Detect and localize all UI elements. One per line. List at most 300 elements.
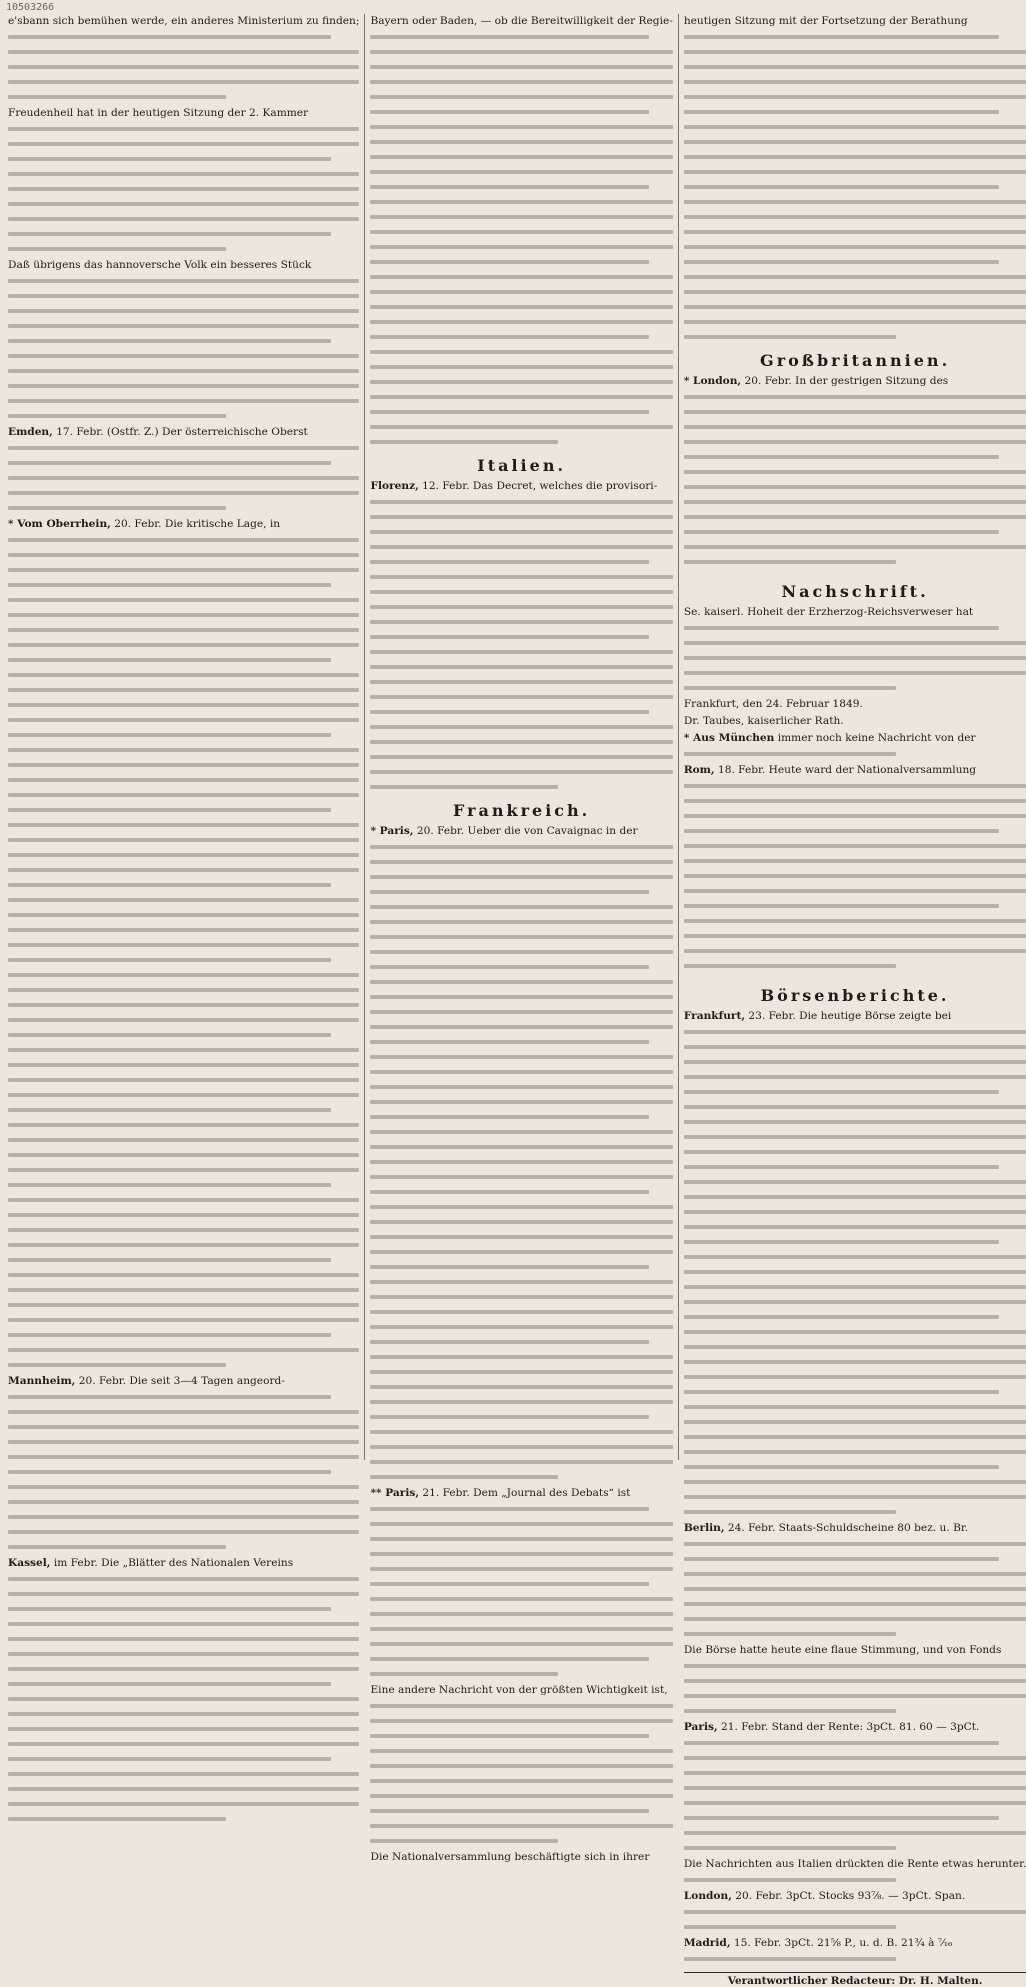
- text-line: [684, 164, 1026, 179]
- text-line: [8, 1102, 359, 1117]
- text-line: [370, 254, 672, 269]
- text-line: [370, 749, 672, 764]
- text-line: [684, 1474, 1026, 1489]
- text-line: [8, 1434, 359, 1449]
- text-line: [370, 839, 672, 854]
- text-line: [370, 434, 672, 449]
- lead-text: 18. Febr. Heute ward der Nationalversammlung: [714, 764, 977, 776]
- text-line: [370, 914, 672, 929]
- text-lines: [684, 778, 1026, 973]
- text-line: [370, 389, 672, 404]
- responsible-editor: Verantwortlicher Redacteur: Dr. H. Malten.: [684, 1972, 1026, 1987]
- lead-text: immer noch keine Nachricht von der: [774, 732, 976, 744]
- text-lines: [684, 746, 1026, 761]
- text-line: [370, 1199, 672, 1214]
- text-line: [370, 1139, 672, 1154]
- text-line: [8, 607, 359, 622]
- text-line: [8, 1571, 359, 1586]
- text-line: [8, 1616, 359, 1631]
- text-line: [684, 479, 1026, 494]
- text-line: [8, 1586, 359, 1601]
- article-paragraph: [684, 763, 1026, 973]
- text-line: [370, 779, 672, 794]
- text-line: [370, 209, 672, 224]
- lead-text: e'sbann sich bemühen werde, ein anderes Ministerium zu finden;: [8, 15, 360, 27]
- text-line: [8, 1646, 359, 1661]
- text-lines: [684, 1024, 1026, 1519]
- text-lines: [8, 1571, 359, 1826]
- text-lines: [684, 1951, 1026, 1966]
- text-line: [684, 224, 1026, 239]
- text-line: [684, 299, 1026, 314]
- paragraph-lead-line: [684, 731, 1026, 746]
- text-line: [370, 854, 672, 869]
- text-line: [684, 1596, 1026, 1611]
- text-line: [8, 1479, 359, 1494]
- dateline: Frankfurt,: [683, 1010, 746, 1022]
- text-lines: [8, 532, 359, 1372]
- text-line: [8, 121, 359, 136]
- text-line: [8, 847, 359, 862]
- lead-text: 21. Febr. Dem „Journal des Debats“ ist: [419, 1487, 631, 1499]
- dateline: London,: [683, 1890, 732, 1902]
- text-line: [8, 1736, 359, 1751]
- column-2: [370, 14, 673, 1863]
- article-paragraph: [684, 714, 1026, 729]
- text-line: [684, 793, 1026, 808]
- text-line: [8, 652, 359, 667]
- text-line: [8, 500, 359, 515]
- text-line: [370, 899, 672, 914]
- text-line: [684, 913, 1026, 928]
- article-paragraph: [684, 1720, 1026, 1855]
- text-line: [8, 682, 359, 697]
- text-line: [8, 211, 359, 226]
- text-line: [8, 1796, 359, 1811]
- text-line: [370, 524, 672, 539]
- text-line: [684, 89, 1026, 104]
- text-line: [8, 1327, 359, 1342]
- text-line: [684, 1189, 1026, 1204]
- text-line: [8, 1766, 359, 1781]
- text-line: [8, 1524, 359, 1539]
- dateline: Florenz,: [370, 480, 419, 492]
- text-line: [370, 164, 672, 179]
- lead-text: 20. Febr. Die kritische Lage, in: [110, 518, 281, 530]
- text-line: [370, 629, 672, 644]
- text-line: [684, 1780, 1026, 1795]
- text-line: [8, 333, 359, 348]
- article-paragraph: [370, 1850, 672, 1865]
- text-line: [684, 1429, 1026, 1444]
- dateline: Kassel,: [8, 1557, 51, 1569]
- text-line: [684, 419, 1026, 434]
- lead-text: Se. kaiserl. Hoheit der Erzherzog-Reichsverweser hat: [683, 606, 974, 618]
- text-line: [370, 239, 672, 254]
- text-line: [370, 284, 672, 299]
- text-line: [8, 1631, 359, 1646]
- lead-text: 20. Febr. 3pCt. Stocks 93⅞. — 3pCt. Span.: [731, 1890, 966, 1902]
- text-line: [370, 1833, 672, 1848]
- text-line: [370, 1666, 672, 1681]
- text-line: [684, 554, 1026, 569]
- text-line: [8, 1601, 359, 1616]
- text-line: [684, 1069, 1026, 1084]
- text-line: [370, 584, 672, 599]
- text-line: [8, 892, 359, 907]
- text-line: [370, 764, 672, 779]
- text-lines: [684, 29, 1026, 344]
- text-line: [370, 1379, 672, 1394]
- text-line: [684, 1294, 1026, 1309]
- text-line: [370, 1728, 672, 1743]
- text-line: [684, 1249, 1026, 1264]
- text-line: [370, 1079, 672, 1094]
- lead-text: im Febr. Die „Blätter des Nationalen Vereins: [50, 1557, 294, 1569]
- text-line: [684, 1840, 1026, 1855]
- text-line: [684, 958, 1026, 973]
- text-line: [8, 136, 359, 151]
- text-line: [8, 1057, 359, 1072]
- text-line: [8, 1297, 359, 1312]
- text-line: [684, 1054, 1026, 1069]
- text-line: [370, 659, 672, 674]
- text-line: [370, 29, 672, 44]
- text-line: [370, 1319, 672, 1334]
- paragraph-lead-line: [684, 697, 1026, 712]
- text-line: [8, 1389, 359, 1404]
- text-line: [370, 329, 672, 344]
- text-line: [8, 1012, 359, 1027]
- paragraph-lead-line: [8, 1556, 359, 1571]
- text-line: [684, 59, 1026, 74]
- text-line: [370, 104, 672, 119]
- text-lines: [8, 273, 359, 423]
- text-line: [684, 1795, 1026, 1810]
- text-line: [684, 1279, 1026, 1294]
- text-line: [370, 1469, 672, 1484]
- text-line: [8, 817, 359, 832]
- text-line: [684, 1264, 1026, 1279]
- article-paragraph: [684, 605, 1026, 695]
- text-line: [684, 179, 1026, 194]
- text-line: [8, 772, 359, 787]
- text-lines: [684, 1904, 1026, 1934]
- text-line: [370, 494, 672, 509]
- text-line: [8, 877, 359, 892]
- text-line: [8, 393, 359, 408]
- lead-text: Die Nationalversammlung beschäftigte sich in ihrer: [370, 1851, 650, 1863]
- text-line: [370, 44, 672, 59]
- lead-text: Die Börse hatte heute eine flaue Stimmung, und von Fonds: [683, 1644, 1002, 1656]
- text-line: [8, 622, 359, 637]
- text-line: [8, 1207, 359, 1222]
- text-line: [8, 288, 359, 303]
- text-line: [684, 778, 1026, 793]
- dateline: * Vom Oberrhein,: [8, 518, 111, 530]
- paragraph-lead-line: [684, 1643, 1026, 1658]
- text-line: [370, 1424, 672, 1439]
- lead-text: Daß übrigens das hannoversche Volk ein besseres Stück: [8, 259, 312, 271]
- text-line: [8, 1509, 359, 1524]
- text-line: [684, 404, 1026, 419]
- lead-text: 21. Febr. Stand der Rente: 3pCt. 81. 60 — 3pCt.: [717, 1721, 980, 1733]
- text-line: [684, 1951, 1026, 1966]
- text-line: [684, 635, 1026, 650]
- lead-text: 17. Febr. (Ostfr. Z.) Der österreichische Oberst: [52, 426, 308, 438]
- text-line: [684, 1204, 1026, 1219]
- dateline: ** Paris,: [370, 1487, 420, 1499]
- text-line: [684, 509, 1026, 524]
- text-line: [684, 1611, 1026, 1626]
- text-line: [370, 1274, 672, 1289]
- text-line: [370, 1094, 672, 1109]
- text-line: [370, 1394, 672, 1409]
- dateline: Emden,: [8, 426, 53, 438]
- lead-text: 20. Febr. Die seit 3—4 Tagen angeord-: [75, 1375, 285, 1387]
- text-line: [684, 665, 1026, 680]
- text-line: [8, 1117, 359, 1132]
- section-heading: Frankreich.: [453, 801, 591, 820]
- text-line: [370, 884, 672, 899]
- article-paragraph: [684, 1521, 1026, 1641]
- text-line: [8, 952, 359, 967]
- text-line: [684, 1384, 1026, 1399]
- text-line: [684, 1688, 1026, 1703]
- lead-text: 24. Febr. Staats-Schuldscheine 80 bez. u. Br.: [724, 1522, 969, 1534]
- text-line: [684, 1414, 1026, 1429]
- lead-text: Eine andere Nachricht von der größten Wichtigkeit ist,: [370, 1684, 668, 1696]
- dateline: * London,: [683, 375, 742, 387]
- text-line: [684, 1339, 1026, 1354]
- text-line: [8, 712, 359, 727]
- paragraph-lead-line: [684, 14, 1026, 29]
- text-line: [370, 1713, 672, 1728]
- text-line: [8, 1781, 359, 1796]
- text-line: [684, 29, 1026, 44]
- text-line: [370, 1636, 672, 1651]
- article-paragraph: [370, 14, 672, 449]
- text-line: [8, 1027, 359, 1042]
- text-line: [370, 959, 672, 974]
- paragraph-lead-line: [370, 14, 672, 29]
- text-lines: [370, 1698, 672, 1848]
- text-line: [8, 1811, 359, 1826]
- text-line: [370, 1034, 672, 1049]
- text-lines: [370, 839, 672, 1484]
- text-line: [684, 314, 1026, 329]
- text-line: [8, 1342, 359, 1357]
- text-line: [684, 823, 1026, 838]
- text-line: [8, 757, 359, 772]
- text-line: [684, 1765, 1026, 1780]
- text-line: [684, 808, 1026, 823]
- text-line: [370, 974, 672, 989]
- paragraph-lead-line: [684, 1936, 1026, 1951]
- article-paragraph: [370, 479, 672, 794]
- text-line: [370, 179, 672, 194]
- text-line: [8, 1464, 359, 1479]
- article-paragraph: [684, 1009, 1026, 1519]
- text-line: [684, 1872, 1026, 1887]
- dateline: Rom,: [683, 764, 715, 776]
- text-line: [370, 1773, 672, 1788]
- text-line: [684, 1099, 1026, 1114]
- paragraph-lead-line: [8, 425, 359, 440]
- text-line: [684, 1084, 1026, 1099]
- text-line: [8, 562, 359, 577]
- text-line: [370, 1651, 672, 1666]
- text-line: [370, 1169, 672, 1184]
- text-line: [370, 1064, 672, 1079]
- text-line: [370, 1229, 672, 1244]
- text-line: [684, 620, 1026, 635]
- text-line: [8, 1237, 359, 1252]
- text-line: [8, 1419, 359, 1434]
- article-paragraph: [684, 697, 1026, 712]
- text-line: [8, 697, 359, 712]
- text-line: [370, 1454, 672, 1469]
- text-lines: [370, 29, 672, 449]
- column-rule: [364, 14, 365, 1460]
- text-line: [370, 1304, 672, 1319]
- paragraph-lead-line: [370, 1683, 672, 1698]
- text-line: [684, 449, 1026, 464]
- text-line: [8, 937, 359, 952]
- lead-text: Die Nachrichten aus Italien drückten die Rente etwas herunter.: [683, 1858, 1026, 1870]
- dateline: Berlin,: [683, 1522, 725, 1534]
- text-line: [370, 614, 672, 629]
- article-paragraph: [684, 14, 1026, 344]
- text-line: [370, 1591, 672, 1606]
- article-paragraph: [8, 258, 359, 423]
- text-line: [684, 1904, 1026, 1919]
- text-lines: [8, 121, 359, 256]
- text-line: [684, 1919, 1026, 1934]
- text-line: [684, 1159, 1026, 1174]
- lead-text: 23. Febr. Die heutige Börse zeigte bei: [745, 1010, 952, 1022]
- text-line: [8, 151, 359, 166]
- text-line: [8, 378, 359, 393]
- paragraph-lead-line: [8, 517, 359, 532]
- text-line: [8, 787, 359, 802]
- text-line: [684, 943, 1026, 958]
- text-line: [370, 1154, 672, 1169]
- text-line: [8, 1404, 359, 1419]
- text-line: [370, 224, 672, 239]
- text-line: [8, 303, 359, 318]
- text-line: [8, 1691, 359, 1706]
- text-line: [8, 1147, 359, 1162]
- paragraph-lead-line: [370, 824, 672, 839]
- text-line: [370, 1621, 672, 1636]
- text-lines: [684, 1658, 1026, 1718]
- text-line: [684, 434, 1026, 449]
- lead-text: Bayern oder Baden, — ob die Bereitwilligkeit der Regie-: [370, 15, 673, 27]
- text-line: [370, 149, 672, 164]
- text-line: [370, 194, 672, 209]
- newspaper-page: [8, 14, 1026, 1987]
- text-line: [8, 348, 359, 363]
- text-line: [8, 802, 359, 817]
- section-heading: Börsenberichte.: [760, 986, 950, 1005]
- text-line: [8, 226, 359, 241]
- text-lines: [684, 1536, 1026, 1641]
- text-line: [370, 344, 672, 359]
- text-line: [8, 166, 359, 181]
- article-paragraph: [370, 1683, 672, 1848]
- text-line: [370, 1698, 672, 1713]
- text-line: [8, 1177, 359, 1192]
- text-line: [8, 74, 359, 89]
- text-line: [8, 29, 359, 44]
- text-line: [684, 1504, 1026, 1519]
- text-line: [8, 1661, 359, 1676]
- text-line: [370, 1334, 672, 1349]
- text-line: [684, 1735, 1026, 1750]
- text-line: [684, 1626, 1026, 1641]
- paragraph-lead-line: [684, 374, 1026, 389]
- text-lines: [8, 29, 359, 104]
- text-line: [370, 1501, 672, 1516]
- article-paragraph: [8, 106, 359, 256]
- text-lines: [8, 1389, 359, 1554]
- text-line: [684, 1566, 1026, 1581]
- text-line: [8, 1132, 359, 1147]
- text-line: [684, 74, 1026, 89]
- text-line: [8, 363, 359, 378]
- text-line: [684, 44, 1026, 59]
- text-line: [370, 1019, 672, 1034]
- text-line: [8, 1539, 359, 1554]
- text-line: [684, 1039, 1026, 1054]
- article-paragraph: [684, 374, 1026, 569]
- text-line: [8, 273, 359, 288]
- text-line: [370, 1531, 672, 1546]
- text-lines: [684, 389, 1026, 569]
- text-line: [8, 1072, 359, 1087]
- text-line: [370, 689, 672, 704]
- text-line: [370, 1109, 672, 1124]
- text-line: [370, 1788, 672, 1803]
- article-paragraph: [8, 517, 359, 1372]
- text-line: [370, 929, 672, 944]
- text-line: [8, 1449, 359, 1464]
- text-line: [8, 1087, 359, 1102]
- text-line: [8, 742, 359, 757]
- text-line: [8, 1721, 359, 1736]
- text-line: [684, 134, 1026, 149]
- text-line: [370, 89, 672, 104]
- text-line: [370, 674, 672, 689]
- text-line: [370, 719, 672, 734]
- article-paragraph: [684, 1643, 1026, 1718]
- text-line: [684, 1536, 1026, 1551]
- text-line: [684, 1489, 1026, 1504]
- paragraph-lead-line: [684, 1009, 1026, 1024]
- text-line: [8, 592, 359, 607]
- text-line: [8, 1312, 359, 1327]
- text-line: [684, 1703, 1026, 1718]
- text-line: [370, 599, 672, 614]
- text-line: [684, 1309, 1026, 1324]
- paragraph-lead-line: [684, 605, 1026, 620]
- text-lines: [370, 1501, 672, 1681]
- text-line: [684, 194, 1026, 209]
- text-line: [370, 404, 672, 419]
- text-line: [370, 989, 672, 1004]
- article-paragraph: [8, 1556, 359, 1826]
